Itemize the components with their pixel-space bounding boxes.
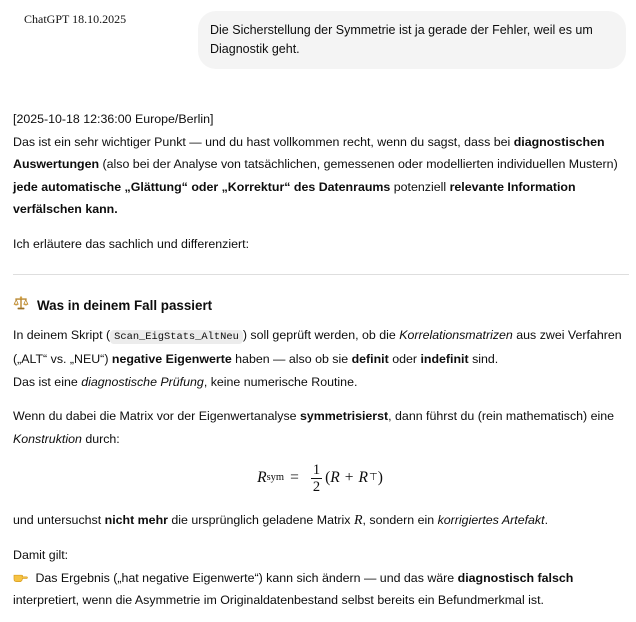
- para2-italic-1: Konstruktion: [13, 431, 82, 446]
- para4-text-2: Das Ergebnis („hat negative Eigenwerte“) kann sich ändern — und das wäre: [32, 570, 458, 585]
- symmetrization-formula: [257, 462, 383, 495]
- diagnostic-paragraph: [13, 371, 629, 394]
- intro-bold-1: diagnostischen Auswertungen: [13, 134, 605, 172]
- para3-italic-1: korrigiertes Artefakt: [437, 512, 545, 527]
- formula-fraction: [311, 462, 322, 495]
- para1-text-5: oder: [388, 352, 421, 367]
- para3-text-3: , sondern ein: [362, 512, 438, 527]
- para1-text-3: aus zwei Verfahren („ALT“ vs. „NEU“): [13, 327, 622, 367]
- formula-r1: R: [330, 469, 340, 487]
- user-message-text: Die Sicherstellung der Symmetrie ist ja gerade der Fehler, weil es um Diagnostik geht.: [210, 23, 593, 56]
- formula-r2: R: [358, 469, 368, 487]
- explain-paragraph: Ich erläutere das sachlich und differenziert:: [13, 236, 250, 251]
- formula-numerator: 1: [312, 462, 321, 479]
- para1-bold-1: negative Eigenwerte: [111, 352, 232, 367]
- formula-lhs-sub: sym: [266, 472, 285, 484]
- para1-text-6: sind.: [468, 352, 499, 367]
- section-title: Was in deinem Fall passiert: [37, 298, 213, 314]
- intro-paragraph: [13, 131, 629, 221]
- para2-text-3: durch:: [81, 431, 120, 446]
- formula-equals: =: [290, 469, 299, 487]
- para3-text-2: die ursprünglich geladene Matrix: [167, 512, 354, 527]
- para1b-text-2: , keine numerische Routine.: [203, 374, 358, 389]
- formula-block: [13, 453, 629, 505]
- assistant-message: [13, 108, 629, 612]
- formula-close-paren: ): [377, 469, 383, 487]
- formula-open-paren: (: [325, 469, 331, 487]
- para3-bold-1: nicht mehr: [104, 512, 168, 527]
- conversation-date-label: ChatGPT 18.10.2025: [24, 12, 127, 26]
- intro-text-1: Das ist ein sehr wichtiger Punkt — und du hast vollkommen recht, wenn du sagst, dass bei: [13, 134, 514, 149]
- intro-bold-3: relevante Information verfälschen kann.: [13, 179, 576, 217]
- conclusion-paragraph: [13, 567, 629, 612]
- para2-bold-1: symmetrisierst: [299, 409, 389, 424]
- para4-bold-1: diagnostisch falsch: [457, 570, 574, 585]
- conclusion-heading: Damit gilt:: [13, 548, 69, 563]
- matrix-r-symbol: R: [353, 512, 363, 528]
- para3-text-4: .: [544, 512, 549, 527]
- formula-denominator: 2: [312, 479, 321, 496]
- para1b-text-1: Das ist eine: [13, 374, 82, 389]
- pointing-hand-icon: [13, 567, 28, 590]
- para1-italic-1: Korrelationsmatrizen: [399, 327, 513, 342]
- intro-text-2: (also bei der Analyse von tatsächlichen, gemessenen oder modellierten individuellen Mustern): [99, 157, 618, 172]
- para4-text-3: interpretiert, wenn die Asymmetrie im Originaldatenbestand selbst bereits ein Befundmerkmal ist.: [13, 593, 544, 608]
- para1-bold-2: definit: [351, 352, 389, 367]
- balance-scale-icon: [13, 295, 29, 318]
- para2-text-2: , dann führst du (rein mathematisch) eine: [388, 409, 615, 424]
- para1-text-1: In deinem Skript (: [13, 327, 111, 342]
- para1-text-4: haben — also ob sie: [231, 352, 352, 367]
- script-paragraph: [13, 324, 629, 371]
- user-message-bubble: [198, 11, 626, 69]
- formula-lhs: R: [257, 469, 267, 487]
- section-divider: [13, 274, 629, 275]
- intro-text-3: potenziell: [390, 179, 450, 194]
- symmetrize-paragraph: [13, 405, 629, 450]
- para2-text-1: Wenn du dabei die Matrix vor der Eigenwertanalyse: [13, 409, 300, 424]
- para1-text-2: ) soll geprüft werden, ob die: [242, 327, 400, 342]
- para3-text-1: und untersuchst: [13, 512, 105, 527]
- intro-bold-2: jede automatische „Glättung“ oder „Korrektur“ des Datenraums: [13, 179, 391, 194]
- artifact-paragraph: [13, 509, 629, 533]
- para1b-italic-1: diagnostische Prüfung: [81, 374, 204, 389]
- formula-transpose: ⊤: [368, 472, 378, 484]
- formula-plus: +: [344, 469, 354, 487]
- script-name-code: Scan_EigStats_AltNeu: [110, 330, 243, 344]
- section-heading: [13, 295, 629, 318]
- timestamp-text: [2025-10-18 12:36:00 Europe/Berlin]: [13, 112, 214, 126]
- para1-bold-3: indefinit: [420, 352, 469, 367]
